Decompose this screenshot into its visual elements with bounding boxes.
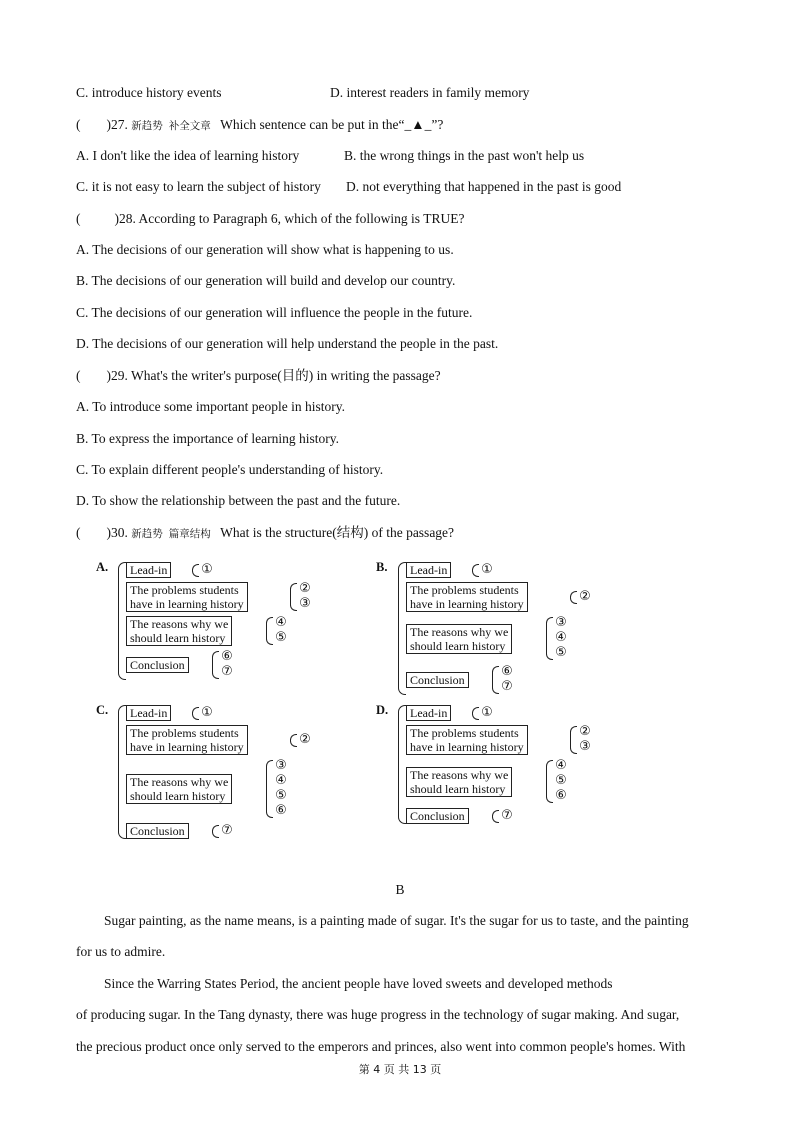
option-letter: D.	[376, 703, 389, 717]
structure-option	[96, 560, 316, 700]
brace	[546, 617, 553, 660]
paragraph-number: ④	[275, 773, 287, 788]
box-label: Lead-in	[410, 706, 448, 720]
paragraph-number: ③	[275, 758, 287, 773]
type-tag: 补全文章	[168, 120, 211, 132]
paragraph-number: ⑥	[555, 788, 567, 803]
conclusion-box	[406, 672, 469, 688]
question-number: )27.	[106, 117, 128, 132]
q27-option-a: A. I don't like the idea of learning history	[76, 148, 300, 163]
brace	[570, 591, 577, 604]
brace	[192, 707, 199, 720]
reasons-box	[126, 774, 232, 804]
question-27	[76, 116, 443, 135]
box-label: The problems students	[130, 583, 239, 597]
box-label: should learn history	[410, 638, 506, 653]
answer-paren: (	[76, 525, 81, 540]
box-label: have in learning history	[410, 597, 524, 611]
question-number: )30.	[106, 525, 128, 540]
paragraph-number: ⑦	[221, 822, 233, 838]
lead-in-box	[126, 562, 171, 578]
paragraph-number: ④	[555, 630, 567, 645]
q28-option-b: B. The decisions of our generation will build and develop our country.	[76, 273, 456, 288]
q28-option-d: D. The decisions of our generation will help understand the people in the past.	[76, 336, 499, 351]
brace	[192, 564, 199, 577]
outer-brace	[118, 562, 126, 680]
paragraph-number: ①	[481, 704, 493, 720]
paragraph-number: ⑥	[221, 649, 233, 664]
paragraph-number: ⑦	[501, 807, 513, 823]
paragraph-number: ①	[201, 704, 213, 720]
q27-option-c: C. it is not easy to learn the subject of history	[76, 179, 321, 194]
paragraph-number: ②	[579, 724, 591, 739]
box-label: Lead-in	[130, 706, 168, 720]
box-label: have in learning history	[130, 597, 244, 611]
paragraph-number: ②	[299, 581, 311, 596]
paragraph-number: ③	[579, 739, 591, 754]
box-label: Conclusion	[410, 673, 465, 687]
trend-tag: 新趋势	[131, 528, 163, 540]
box-label: The problems students	[130, 726, 239, 740]
brace	[212, 825, 219, 838]
box-label: The reasons why we	[410, 624, 509, 639]
problems-box	[126, 582, 248, 612]
paragraph-number: ⑤	[275, 630, 287, 645]
paragraph-number: ⑤	[555, 645, 567, 660]
box-label: have in learning history	[410, 740, 524, 754]
reasons-box	[126, 616, 232, 646]
question-28	[76, 210, 464, 228]
brace	[266, 617, 273, 645]
brace	[212, 651, 219, 679]
lead-in-box	[126, 705, 171, 721]
problems-box	[406, 582, 528, 612]
box-label: Conclusion	[130, 658, 185, 672]
page-footer: 第 4 页 共 13 页	[358, 1063, 442, 1076]
option-c-prev: C. introduce history events	[76, 85, 222, 100]
lead-in-box	[406, 705, 451, 721]
box-label: Conclusion	[130, 824, 185, 838]
paragraph-number: ⑤	[275, 788, 287, 803]
brace	[570, 726, 577, 754]
brace	[492, 810, 499, 823]
question-stem: What is the structure(结构) of the passage?	[220, 525, 455, 540]
passage-p2-line1: Since the Warring States Period, the ancient people have loved sweets and developed methods	[104, 976, 613, 991]
answer-paren: (	[76, 117, 81, 132]
conclusion-box	[126, 657, 189, 673]
question-stem: Which sentence can be put in the“_▲_”?	[220, 117, 444, 132]
structure-option	[96, 703, 316, 843]
question-29	[76, 367, 441, 385]
reasons-box	[406, 624, 512, 654]
paragraph-number: ④	[555, 758, 567, 773]
paragraph-number: ①	[481, 561, 493, 577]
passage-p1-line2: for us to admire.	[76, 944, 166, 959]
box-label: should learn history	[130, 631, 226, 645]
option-letter: C.	[96, 703, 109, 717]
brace	[266, 760, 273, 818]
box-label: should learn history	[410, 781, 506, 796]
reasons-box	[406, 767, 512, 797]
q28-option-a: A. The decisions of our generation will show what is happening to us.	[76, 242, 454, 257]
box-label: Lead-in	[130, 563, 168, 577]
problems-box	[126, 725, 248, 755]
passage-p1-line1: Sugar painting, as the name means, is a painting made of sugar. It's the sugar for us to taste, and the painting	[104, 913, 689, 928]
passage-p2-line2: of producing sugar. In the Tang dynasty, there was huge progress in the technology of sugar making. And sugar,	[76, 1007, 680, 1022]
option-letter: A.	[96, 560, 109, 574]
question-stem: )29. What's the writer's purpose(目的) in writing the passage?	[106, 368, 441, 383]
box-label: The problems students	[410, 726, 519, 740]
answer-paren: (	[76, 368, 81, 383]
outer-brace	[398, 705, 406, 824]
paragraph-number: ⑤	[555, 773, 567, 788]
q29-option-c: C. To explain different people's understanding of history.	[76, 462, 384, 477]
type-tag: 篇章结构	[168, 528, 211, 540]
q29-option-d: D. To show the relationship between the past and the future.	[76, 493, 401, 508]
paragraph-number: ③	[299, 596, 311, 611]
outer-brace	[118, 705, 126, 839]
passage-p2-line3: the precious product once only served to the emperors and princes, also went into common people's homes. With	[76, 1039, 686, 1054]
outer-brace	[398, 562, 406, 695]
structure-option	[376, 560, 596, 700]
box-label: Conclusion	[410, 809, 465, 823]
conclusion-box	[126, 823, 189, 839]
answer-paren: (	[76, 211, 81, 226]
paragraph-number: ⑥	[501, 664, 513, 679]
q27-option-d: D. not everything that happened in the past is good	[346, 179, 622, 194]
box-label: should learn history	[130, 789, 226, 803]
box-label: The reasons why we	[410, 767, 509, 782]
paragraph-number: ⑦	[221, 664, 233, 679]
paragraph-number: ②	[579, 588, 591, 604]
trend-tag: 新趋势	[131, 120, 163, 132]
structure-option	[376, 703, 596, 843]
paragraph-number: ④	[275, 615, 287, 630]
question-stem: )28. According to Paragraph 6, which of the following is TRUE?	[114, 211, 465, 226]
option-letter: B.	[376, 560, 388, 574]
option-d-prev: D. interest readers in family memory	[330, 85, 530, 100]
box-label: The reasons why we	[130, 775, 229, 789]
paragraph-number: ②	[299, 731, 311, 747]
paragraph-number: ③	[555, 615, 567, 630]
q29-option-a: A. To introduce some important people in history.	[76, 399, 346, 414]
brace	[472, 564, 479, 577]
brace	[290, 583, 297, 611]
box-label: have in learning history	[130, 740, 244, 754]
paragraph-number: ⑦	[501, 679, 513, 694]
conclusion-box	[406, 808, 469, 824]
problems-box	[406, 725, 528, 755]
box-label: The problems students	[410, 583, 519, 597]
lead-in-box	[406, 562, 451, 578]
section-heading: B	[395, 882, 405, 897]
box-label: Lead-in	[410, 563, 448, 577]
brace	[290, 734, 297, 747]
q29-option-b: B. To express the importance of learning history.	[76, 431, 339, 446]
brace	[472, 707, 479, 720]
paragraph-number: ⑥	[275, 803, 287, 818]
question-30	[76, 524, 454, 543]
paragraph-number: ①	[201, 561, 213, 577]
brace	[546, 760, 553, 803]
q27-option-b: B. the wrong things in the past won't help us	[344, 148, 585, 163]
brace	[492, 666, 499, 694]
q28-option-c: C. The decisions of our generation will influence the people in the future.	[76, 305, 473, 320]
box-label: The reasons why we	[130, 617, 229, 631]
